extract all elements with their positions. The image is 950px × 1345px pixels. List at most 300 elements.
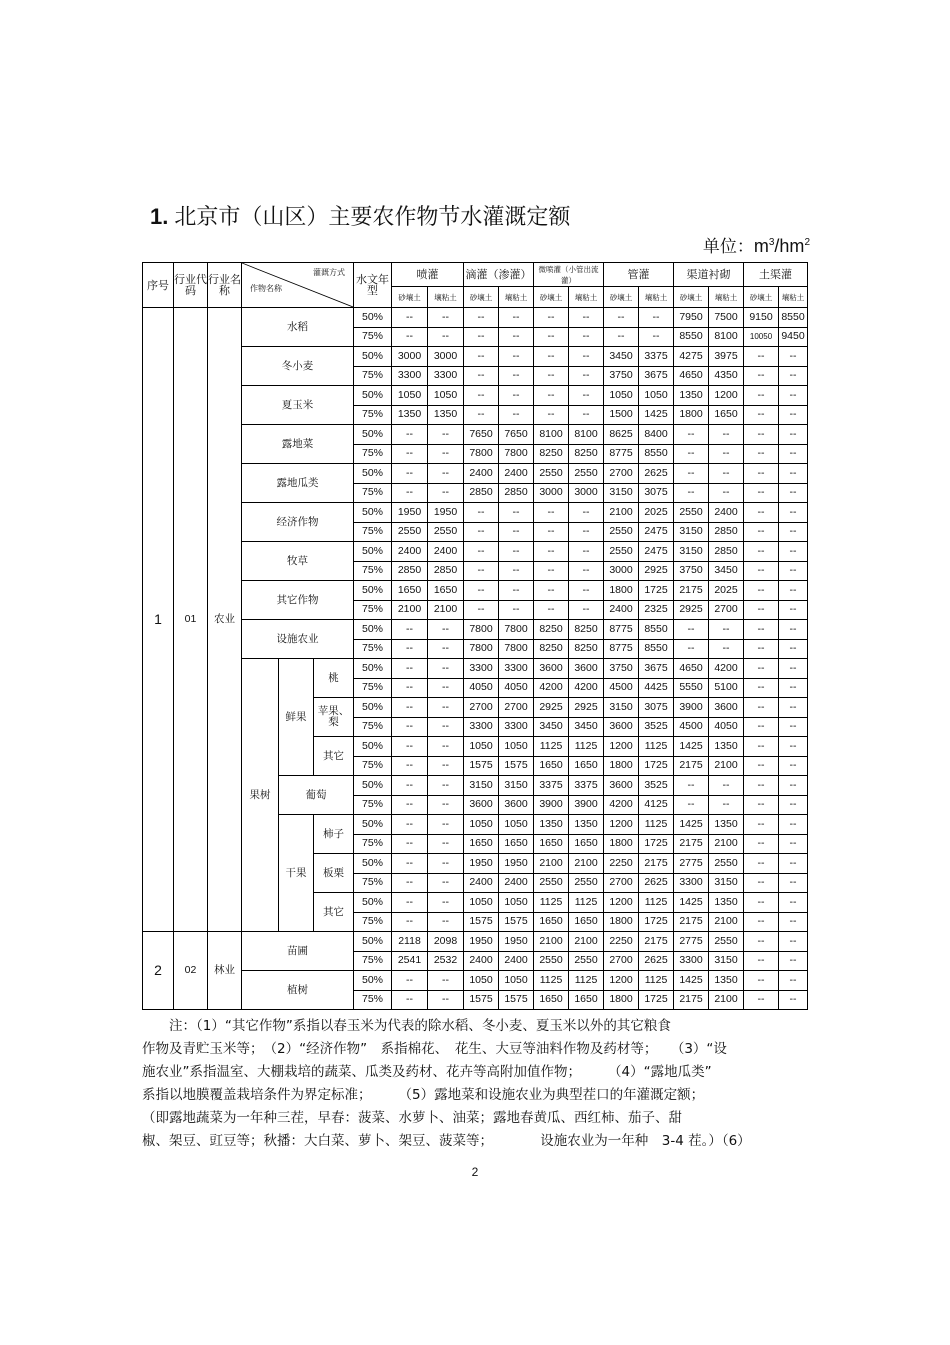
quota-cell: -- <box>392 873 428 893</box>
quota-cell: 3300 <box>392 366 428 386</box>
hydro-year: 75% <box>354 444 392 464</box>
table-row <box>143 425 808 445</box>
quota-cell: 8100 <box>709 327 744 347</box>
quota-cell: 7800 <box>499 620 534 640</box>
table-row <box>143 620 808 640</box>
irrigation-quota-table <box>142 262 808 1010</box>
quota-cell: -- <box>464 581 499 601</box>
quota-cell: -- <box>392 327 428 347</box>
quota-cell: -- <box>744 893 779 913</box>
note-line: 系指以地膜覆盖栽培条件为界定标准； （5）露地菜和设施农业为典型茬口的年灌溉定额； <box>142 1087 705 1103</box>
quota-cell: 4200 <box>569 678 604 698</box>
quota-cell: -- <box>464 308 499 328</box>
quota-cell: -- <box>744 932 779 952</box>
quota-cell: 2100 <box>569 932 604 952</box>
hydro-year: 50% <box>354 971 392 991</box>
title-number: 1. <box>150 204 169 229</box>
quota-cell: -- <box>464 503 499 523</box>
quota-cell: -- <box>428 483 464 503</box>
quota-cell: 8250 <box>534 639 569 659</box>
quota-cell: 8775 <box>604 639 639 659</box>
quota-cell: 1500 <box>604 405 639 425</box>
quota-cell: -- <box>428 639 464 659</box>
quota-cell: 4200 <box>604 795 639 815</box>
quota-cell: 1200 <box>604 893 639 913</box>
quota-cell: 2400 <box>464 951 499 971</box>
quota-cell: -- <box>779 347 808 367</box>
quota-cell: -- <box>392 893 428 913</box>
quota-cell: -- <box>779 834 808 854</box>
header-diagonal <box>242 263 354 308</box>
quota-cell: 8250 <box>534 620 569 640</box>
quota-cell: 2400 <box>499 873 534 893</box>
quota-cell: -- <box>464 600 499 620</box>
group-industry: 农业 <box>208 308 242 932</box>
quota-cell: 3150 <box>674 522 709 542</box>
quota-cell: -- <box>744 639 779 659</box>
quota-cell: 1350 <box>428 405 464 425</box>
table-row <box>143 971 808 991</box>
quota-cell: -- <box>499 405 534 425</box>
quota-cell: -- <box>428 971 464 991</box>
quota-cell: 8250 <box>569 444 604 464</box>
quota-cell: -- <box>499 386 534 406</box>
quota-cell: 1125 <box>639 893 674 913</box>
quota-cell: 3600 <box>604 776 639 796</box>
hydro-year: 50% <box>354 425 392 445</box>
quota-cell: -- <box>569 503 604 523</box>
quota-cell: 3150 <box>709 951 744 971</box>
quota-cell: -- <box>744 678 779 698</box>
quota-cell: 3450 <box>709 561 744 581</box>
header-row <box>143 263 808 287</box>
quota-cell: 1800 <box>604 756 639 776</box>
quota-cell: 3000 <box>428 347 464 367</box>
quota-cell: 1575 <box>464 756 499 776</box>
quota-cell: 3450 <box>569 717 604 737</box>
quota-cell: 8100 <box>569 425 604 445</box>
quota-cell: 8775 <box>604 444 639 464</box>
quota-cell: -- <box>709 464 744 484</box>
quota-cell: -- <box>392 620 428 640</box>
header-soil-sandy: 砂壤土 <box>464 287 499 308</box>
quota-cell: 3150 <box>499 776 534 796</box>
quota-cell: 2475 <box>639 522 674 542</box>
quota-cell: -- <box>744 542 779 562</box>
quota-cell: -- <box>674 425 709 445</box>
hydro-year: 50% <box>354 815 392 835</box>
quota-cell: -- <box>779 386 808 406</box>
crop-name: 苹果、梨 <box>314 698 354 737</box>
quota-cell: 1350 <box>534 815 569 835</box>
quota-cell: -- <box>499 347 534 367</box>
quota-cell: -- <box>428 717 464 737</box>
quota-cell: 8625 <box>604 425 639 445</box>
quota-cell: 1050 <box>604 386 639 406</box>
quota-cell: -- <box>569 386 604 406</box>
quota-cell: 3150 <box>604 698 639 718</box>
quota-cell: -- <box>569 522 604 542</box>
quota-cell: 1650 <box>534 912 569 932</box>
quota-cell: 1650 <box>569 756 604 776</box>
quota-cell: 4425 <box>639 678 674 698</box>
notes <box>142 1015 810 1153</box>
note-line: 注：（1）“其它作物”系指以春玉米为代表的除水稻、冬小麦、夏玉米以外的其它粮食 <box>142 1018 671 1034</box>
quota-cell: 8550 <box>779 308 808 328</box>
quota-cell: 3150 <box>674 542 709 562</box>
quota-cell: 2850 <box>709 542 744 562</box>
quota-cell: -- <box>428 912 464 932</box>
quota-cell: -- <box>639 308 674 328</box>
quota-cell: 2700 <box>709 600 744 620</box>
hydro-year: 75% <box>354 405 392 425</box>
quota-cell: 3525 <box>639 776 674 796</box>
fresh-fruit-label: 鲜果 <box>279 659 314 776</box>
quota-cell: 2118 <box>392 932 428 952</box>
quota-cell: 1725 <box>639 990 674 1010</box>
quota-cell: 1650 <box>709 405 744 425</box>
quota-cell: 3675 <box>639 659 674 679</box>
quota-cell: 1650 <box>569 912 604 932</box>
quota-cell: -- <box>779 425 808 445</box>
hydro-year: 75% <box>354 522 392 542</box>
quota-cell: -- <box>534 386 569 406</box>
table-row <box>143 659 808 679</box>
header-method: 渠道衬砌 <box>674 263 744 287</box>
quota-cell: 1350 <box>709 893 744 913</box>
dry-fruit-label: 干果 <box>279 815 314 932</box>
quota-cell: 3975 <box>709 347 744 367</box>
quota-cell: 1200 <box>604 815 639 835</box>
quota-cell: 3900 <box>569 795 604 815</box>
quota-cell: 2400 <box>499 951 534 971</box>
quota-cell: 1050 <box>392 386 428 406</box>
quota-cell: -- <box>674 464 709 484</box>
quota-cell: -- <box>428 308 464 328</box>
quota-cell: 1350 <box>709 737 744 757</box>
quota-cell: 1950 <box>499 932 534 952</box>
quota-cell: -- <box>534 503 569 523</box>
quota-cell: 8400 <box>639 425 674 445</box>
quota-cell: 3525 <box>639 717 674 737</box>
quota-cell: 1050 <box>499 893 534 913</box>
header-soil-clay: 壤粘土 <box>428 287 464 308</box>
quota-cell: -- <box>428 893 464 913</box>
quota-cell: -- <box>392 308 428 328</box>
quota-cell: 2100 <box>709 756 744 776</box>
table-row <box>143 503 808 523</box>
quota-cell: 8250 <box>569 620 604 640</box>
quota-cell: 3675 <box>639 366 674 386</box>
quota-cell: 2625 <box>639 464 674 484</box>
quota-cell: -- <box>744 464 779 484</box>
quota-cell: -- <box>779 776 808 796</box>
header-soil-clay: 壤粘土 <box>499 287 534 308</box>
quota-cell: -- <box>744 756 779 776</box>
quota-cell: 3300 <box>428 366 464 386</box>
quota-cell: -- <box>709 425 744 445</box>
hydro-year: 50% <box>354 347 392 367</box>
hydro-year: 50% <box>354 620 392 640</box>
quota-cell: -- <box>604 327 639 347</box>
quota-cell: -- <box>428 795 464 815</box>
crop-name: 露地瓜类 <box>242 464 354 503</box>
note-line: 椒、架豆、豇豆等；秋播：大白菜、萝卜、架豆、菠菜等； 设施农业为一年种 3-4 茬。）（6） <box>142 1133 751 1149</box>
hydro-year: 50% <box>354 386 392 406</box>
quota-cell: 2700 <box>604 873 639 893</box>
quota-cell: 1350 <box>392 405 428 425</box>
group-seq: 2 <box>143 932 174 1010</box>
quota-cell: -- <box>744 737 779 757</box>
quota-cell: 10050 <box>744 327 779 347</box>
quota-cell: -- <box>428 659 464 679</box>
quota-cell: -- <box>744 444 779 464</box>
quota-cell: 3300 <box>464 659 499 679</box>
quota-cell: 8775 <box>604 620 639 640</box>
quota-cell: 1575 <box>499 990 534 1010</box>
crop-name: 冬小麦 <box>242 347 354 386</box>
quota-cell: 1050 <box>499 971 534 991</box>
quota-cell: 7650 <box>464 425 499 445</box>
quota-cell: 3000 <box>569 483 604 503</box>
quota-cell: -- <box>534 366 569 386</box>
quota-cell: 1125 <box>534 737 569 757</box>
quota-cell: -- <box>569 600 604 620</box>
quota-cell: -- <box>428 620 464 640</box>
crop-name: 夏玉米 <box>242 386 354 425</box>
quota-cell: 1125 <box>534 893 569 913</box>
quota-cell: 1725 <box>639 756 674 776</box>
quota-cell: -- <box>779 581 808 601</box>
quota-cell: 1650 <box>428 581 464 601</box>
quota-cell: 2100 <box>709 912 744 932</box>
quota-cell: 9150 <box>744 308 779 328</box>
quota-cell: -- <box>779 464 808 484</box>
quota-cell: 3750 <box>604 366 639 386</box>
quota-cell: 1800 <box>604 912 639 932</box>
quota-cell: 2400 <box>392 542 428 562</box>
title-text: 北京市（山区）主要农作物节水灌溉定额 <box>174 205 571 230</box>
hydro-year: 50% <box>354 854 392 874</box>
quota-cell: 3150 <box>709 873 744 893</box>
quota-cell: -- <box>392 717 428 737</box>
quota-cell: 1575 <box>464 990 499 1010</box>
quota-cell: 2532 <box>428 951 464 971</box>
quota-cell: 7800 <box>464 444 499 464</box>
quota-cell: -- <box>392 756 428 776</box>
quota-cell: -- <box>709 483 744 503</box>
hydro-year: 50% <box>354 503 392 523</box>
quota-cell: -- <box>744 522 779 542</box>
quota-cell: -- <box>392 737 428 757</box>
quota-cell: -- <box>392 483 428 503</box>
header-hydro: 水文年型 <box>354 263 392 308</box>
quota-cell: 1050 <box>464 737 499 757</box>
quota-cell: 1650 <box>464 834 499 854</box>
quota-cell: -- <box>709 795 744 815</box>
quota-cell: 2400 <box>428 542 464 562</box>
quota-cell: 1125 <box>639 737 674 757</box>
quota-cell: 2550 <box>392 522 428 542</box>
quota-cell: -- <box>779 542 808 562</box>
quota-cell: 3300 <box>674 951 709 971</box>
quota-cell: -- <box>499 503 534 523</box>
quota-cell: 2550 <box>534 873 569 893</box>
quota-cell: -- <box>779 873 808 893</box>
quota-cell: -- <box>499 522 534 542</box>
quota-cell: -- <box>464 366 499 386</box>
quota-cell: 1125 <box>639 815 674 835</box>
quota-cell: 2175 <box>674 756 709 776</box>
quota-cell: 2850 <box>709 522 744 542</box>
quota-cell: 2550 <box>674 503 709 523</box>
quota-cell: 1125 <box>569 971 604 991</box>
quota-cell: 1350 <box>709 971 744 991</box>
quota-cell: 2400 <box>464 464 499 484</box>
hydro-year: 50% <box>354 776 392 796</box>
quota-cell: 4050 <box>709 717 744 737</box>
quota-cell: 3075 <box>639 483 674 503</box>
quota-cell: 4350 <box>709 366 744 386</box>
quota-cell: 2100 <box>709 834 744 854</box>
crop-name: 露地菜 <box>242 425 354 464</box>
crop-name: 设施农业 <box>242 620 354 659</box>
quota-cell: 1950 <box>428 503 464 523</box>
hydro-year: 50% <box>354 308 392 328</box>
quota-cell: -- <box>744 795 779 815</box>
hydro-year: 75% <box>354 600 392 620</box>
quota-cell: 3600 <box>709 698 744 718</box>
quota-cell: 1425 <box>674 737 709 757</box>
quota-cell: -- <box>428 698 464 718</box>
quota-cell: 1350 <box>569 815 604 835</box>
quota-cell: 2550 <box>534 951 569 971</box>
quota-cell: 2850 <box>428 561 464 581</box>
quota-cell: 8250 <box>569 639 604 659</box>
quota-cell: -- <box>534 581 569 601</box>
quota-cell: 1200 <box>709 386 744 406</box>
hydro-year: 75% <box>354 639 392 659</box>
quota-cell: -- <box>569 366 604 386</box>
quota-cell: -- <box>428 425 464 445</box>
quota-cell: -- <box>464 405 499 425</box>
quota-cell: -- <box>744 347 779 367</box>
quota-cell: -- <box>428 756 464 776</box>
table-row <box>143 347 808 367</box>
hydro-year: 50% <box>354 581 392 601</box>
quota-cell: 4200 <box>534 678 569 698</box>
quota-cell: 4275 <box>674 347 709 367</box>
quota-cell: -- <box>744 366 779 386</box>
quota-cell: -- <box>464 561 499 581</box>
quota-cell: 3600 <box>569 659 604 679</box>
quota-cell: 1575 <box>464 912 499 932</box>
quota-cell: -- <box>779 503 808 523</box>
quota-cell: -- <box>392 990 428 1010</box>
quota-cell: 1725 <box>639 912 674 932</box>
quota-cell: -- <box>779 737 808 757</box>
quota-cell: -- <box>744 854 779 874</box>
note-line: 施农业”系指温室、大棚栽培的蔬菜、瓜类及药材、花卉等高附加值作物； （4）“露地瓜类” <box>142 1064 712 1080</box>
quota-cell: 4650 <box>674 659 709 679</box>
quota-cell: 3375 <box>569 776 604 796</box>
hydro-year: 75% <box>354 951 392 971</box>
quota-cell: -- <box>744 971 779 991</box>
quota-cell: -- <box>604 308 639 328</box>
quota-cell: -- <box>779 620 808 640</box>
quota-cell: -- <box>464 347 499 367</box>
quota-cell: 2400 <box>464 873 499 893</box>
quota-cell: -- <box>744 425 779 445</box>
quota-cell: -- <box>499 600 534 620</box>
quota-cell: 8550 <box>639 620 674 640</box>
table-row <box>143 386 808 406</box>
quota-cell: 1425 <box>674 893 709 913</box>
quota-cell: 3075 <box>639 698 674 718</box>
quota-cell: 1575 <box>499 756 534 776</box>
quota-cell: -- <box>392 854 428 874</box>
quota-cell: -- <box>392 464 428 484</box>
quota-cell: 7500 <box>709 308 744 328</box>
quota-cell: 1350 <box>674 386 709 406</box>
quota-cell: 2025 <box>709 581 744 601</box>
quota-cell: 2700 <box>604 464 639 484</box>
crop-name: 柿子 <box>314 815 354 854</box>
quota-cell: 3300 <box>464 717 499 737</box>
quota-cell: 3300 <box>499 717 534 737</box>
quota-cell: -- <box>569 405 604 425</box>
quota-cell: -- <box>428 737 464 757</box>
crop-name: 葡萄 <box>279 776 354 815</box>
hydro-year: 50% <box>354 464 392 484</box>
quota-cell: -- <box>428 815 464 835</box>
quota-cell: -- <box>674 620 709 640</box>
crop-name: 其它作物 <box>242 581 354 620</box>
header-soil-clay: 壤粘土 <box>639 287 674 308</box>
quota-cell: -- <box>392 971 428 991</box>
quota-cell: -- <box>709 639 744 659</box>
crop-name: 其它 <box>314 893 354 932</box>
quota-cell: -- <box>744 581 779 601</box>
quota-cell: 3450 <box>604 347 639 367</box>
header-seq: 序号 <box>143 263 174 308</box>
quota-cell: 3600 <box>464 795 499 815</box>
header-method: 管灌 <box>604 263 674 287</box>
quota-cell: 2775 <box>674 932 709 952</box>
quota-cell: 2700 <box>499 698 534 718</box>
header-soil-sandy: 砂壤土 <box>604 287 639 308</box>
quota-cell: -- <box>779 990 808 1010</box>
quota-cell: 1350 <box>709 815 744 835</box>
quota-cell: -- <box>392 639 428 659</box>
quota-cell: 4050 <box>499 678 534 698</box>
quota-cell: 2250 <box>604 932 639 952</box>
quota-cell: -- <box>392 795 428 815</box>
quota-cell: 3600 <box>499 795 534 815</box>
page-number: 2 <box>471 1165 479 1179</box>
quota-cell: -- <box>464 327 499 347</box>
quota-cell: 7800 <box>464 620 499 640</box>
quota-cell: 2850 <box>499 483 534 503</box>
quota-cell: -- <box>779 483 808 503</box>
group-industry: 林业 <box>208 932 242 1010</box>
quota-cell: -- <box>744 776 779 796</box>
quota-cell: -- <box>428 873 464 893</box>
quota-cell: -- <box>428 990 464 1010</box>
hydro-year: 75% <box>354 327 392 347</box>
quota-cell: 1800 <box>604 990 639 1010</box>
quota-cell: -- <box>428 678 464 698</box>
